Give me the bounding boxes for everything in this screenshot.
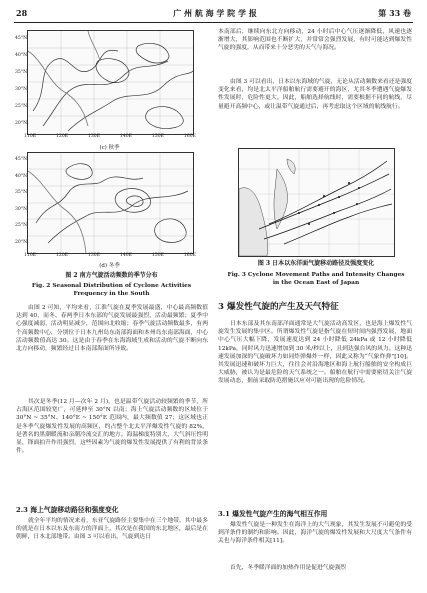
lon-tick: 140E (119, 253, 133, 258)
lon-tick: 130E (87, 134, 101, 139)
lat-tick: 45°N (15, 36, 28, 41)
fig2d-lon-ticks (24, 253, 196, 258)
cyclone-path-map (238, 148, 395, 257)
section-heading-3: 3 爆发性气旋的产生及天气特征 (218, 302, 339, 312)
lat-tick: 20°N (15, 239, 28, 245)
lat-tick: 20°N (15, 121, 28, 126)
volume-label: 第 33 卷 (378, 8, 411, 18)
lat-tick: 35°N (15, 190, 28, 196)
lon-tick: 110E (24, 253, 37, 258)
lon-tick: 150E (151, 134, 164, 139)
fig2d-lat-ticks (15, 152, 27, 252)
lon-tick: 140E (119, 134, 133, 139)
fig3-caption-en-line2: in the Ocean East of Japan (272, 280, 360, 286)
journal-title: 广 州 航 海 学 院 学 报 (173, 8, 257, 18)
fig2-caption-en-line1: Fig. 2 Seasonal Distribution of Cyclone Activities (31, 283, 192, 289)
right-paragraph-4: 爆发性气旋是一种发生在海洋上的大气现象，其发生发展不可避免的受到洋条件的制约和影响。因此，海洋气旋的爆发性发展和大尺度大气条件有关也与海洋条件相关[11]。 (218, 522, 412, 545)
contour-map-autumn (27, 30, 194, 135)
lat-tick: 30°N (15, 206, 28, 212)
lat-tick: 40°N (15, 53, 28, 58)
lat-tick: 30°N (15, 87, 28, 92)
lat-tick: 35°N (15, 70, 28, 75)
header-rule (14, 22, 413, 23)
fig2c-lon-ticks (24, 134, 196, 139)
lon-tick: 120E (55, 253, 69, 258)
fig2-caption-en-line2: Frequency in the South (73, 291, 150, 297)
contour-map-winter (27, 152, 194, 254)
left-paragraph-2: 其次是冬季(12 月—次年 2 月)，也是温带气旋活动较频繁的季节，所占海区范围较宽广，可延伸至 30°N 以南；海上气旋活动频数的区域位于 30°N ~ 35°N、140°E ~ 150°E 范围内，最大频数值 27；这区域也正是冬季气旋爆发性发展的高频区，约占整个北太平洋爆发性气旋的 82%，是著名的黑潮暖流和亲潮冷流交汇的地方。海温梯度特别大，大气斜压性明显，锋面拍升作用强烈，这些因素为气旋的爆发性发展提供了有利的背景条件。 (16, 399, 208, 455)
lon-tick: 130E (87, 253, 101, 258)
page-number: 28 (16, 8, 28, 18)
lat-tick: 25°N (15, 223, 28, 229)
lon-tick: 150E (151, 253, 164, 258)
lon-tick: 110E (24, 134, 37, 139)
lon-tick: 160E (183, 253, 196, 258)
fig2-caption-cn: 图 2 南方气旋活动频数的季节分布 (65, 272, 158, 279)
left-paragraph-3: 就全年平均的情况来看，东亚气旋路径主要集中在三个地带，其中最多的就是在日本以东及东南方的洋面上，其次是在我国的东北地区，最后是在朝鲜，日本北部地带。由图 3 可以看出，气旋到达日 (16, 518, 208, 541)
right-paragraph-5: 首先，冬季暖洋面的加热作用是促进气旋强烈 (230, 565, 346, 571)
right-paragraph-1: 本南部后，继续向东北方向移动，24 小时后中心气压逐渐降低，风速也逐渐增大，其影响范围也不断扩大，并常常会强烈发展，有时可能达到爆发性气旋的强度，从而带来十分恶劣的天气与海况。 (218, 29, 412, 52)
lon-tick: 160E (183, 134, 196, 139)
lat-tick: 25°N (15, 104, 28, 109)
right-paragraph-3: 日本东部及其东南部洋面通常是大气旋活动高发区，也是海上爆发性气旋发生发展的集中区。所谓爆发性气旋是指气旋在短时间内强烈发展，地面中心气压大幅下降，发展速度达到 24 小时降低 24kPa 或 12 小时降低 12kPa，同时风力迅速增加到 30 米/秒以上，且到达强台风的风力。这种迅速发展加深的气旋破坏力如同炸弹爆炸一样，因此又称为“气象炸弹”[10]。其发展迅速和破坏力巨大，往往会对沿海地区和海上航行船舶的安全构成巨大威胁，被认为是最危险的天气系统之一。船舶在航行中需要密切关注气旋发展动态，据前采取防范措施以应对可能出现的危险情况。 (218, 321, 412, 385)
lon-tick: 120E (55, 134, 69, 139)
lat-tick: 45°N (15, 157, 28, 162)
lat-tick: 40°N (15, 173, 28, 179)
section-heading-2-3: 2.3 海上气旋移动路径和强度变化 (16, 506, 119, 514)
fig2c-lat-ticks (15, 30, 27, 132)
fig3-caption-en-line1: Fig. 3 Cyclone Movement Paths and Intensity Changes (227, 272, 405, 278)
left-paragraph-1: 由图 2 可知，平均来看，江淮气旋在夏季发展最盛，中心最高频数值达到 40，而冬、春两季日本东部的气旋发展最强烈，活动最频繁；夏季中心强度减弱，活动明显减少，范围向北收缩；春季气旋活动频数最多，有两个高频数中心，分别位于日本九州岛东南部海面和本州岛东南部海面，中心活动频数值高达 30。这是由于春季在东海海域生成和活动的气旋不断向东北方向移动，频繁经过日本南部海面所导致。 (16, 305, 208, 353)
section-heading-3-1: 3.1 爆发性气旋产生的海气相互作用 (218, 510, 328, 518)
right-paragraph-2: 由图 3 可以看出，日本以东海域的气旋，无论从活动频数来看还是强度变化来看，均是北太平洋船舶航行需要避开的海区，尤其冬季遭遇气旋爆发性发展时，危险性更大。因此，船舶选择航线时，需要根据不同的航线，尽量避开高频中心，或让温带气旋通过后，再考虑取这个区域的航线航行。 (218, 79, 412, 110)
panel-label-winter: (d) 冬季 (99, 263, 120, 269)
panel-label-autumn: (c) 秋季 (99, 145, 120, 151)
fig3-caption-cn: 图 3 日本以东洋面气旋移动路径及强度变化 (257, 260, 375, 267)
